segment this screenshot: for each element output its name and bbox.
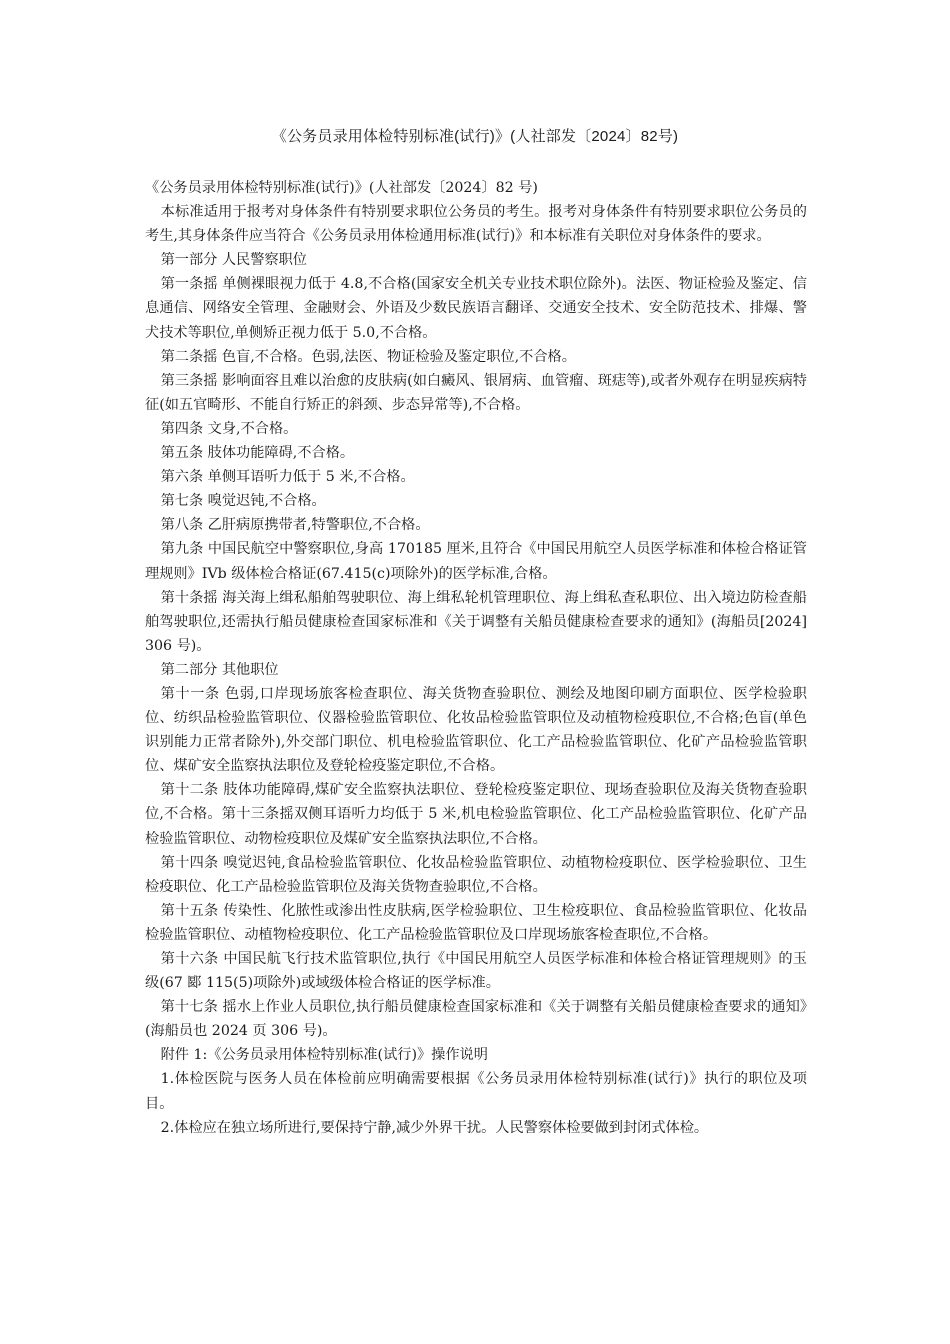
article-14: 第十四条 嗅觉迟钝,食品检验监管职位、化妆品检验监管职位、动植物检疫职位、医学检验职位、卫生检疫职位、化工产品检验监管职位及海关货物查验职位,不合格。 bbox=[145, 854, 807, 895]
document-title: 《公务员录用体检特别标准(试行)》(人社部发〔2024〕82号) bbox=[271, 128, 679, 145]
article-12-13: 第十二条 肢体功能障碍,煤矿安全监察执法职位、登轮检疫鉴定职位、现场查验职位及海关货物查验职位,不合格。第十三条摇双侧耳语听力均低于 5 米,机电检验监管职位、化工产品检验监管职位、化矿产品检验监管职位、动物检疫职位及煤矿安全监察执法职位,不合格。 bbox=[145, 782, 807, 847]
article-3: 第三条摇 影响面容且难以治愈的皮肤病(如白癜风、银屑病、血管瘤、斑痣等),或者外观存在明显疾病特征(如五官畸形、不能自行矫正的斜颈、步态异常等),不合格。 bbox=[145, 372, 807, 413]
article-10: 第十条摇 海关海上缉私船舶驾驶职位、海上缉私轮机管理职位、海上缉私查私职位、出入境边防检查船舶驾驶职位,还需执行船员健康检查国家标准和《关于调整有关船员健康检查要求的通知》(海船员[2024]306 号)。 bbox=[145, 589, 807, 654]
article-7: 第七条 嗅觉迟钝,不合格。 bbox=[160, 493, 326, 510]
article-17: 第十七条 摇水上作业人员职位,执行船员健康检查国家标准和《关于调整有关船员健康检查要求的通知》(海船员也 2024 页 306 号)。 bbox=[145, 999, 807, 1040]
article-11: 第十一条 色弱,口岸现场旅客检查职位、海关货物查验职位、测绘及地图印刷方面职位、医学检验职位、纺织品检验监管职位、仪器检验监管职位、化妆品检验监管职位及动植物检疫职位,不合格;色盲(单色识别能力正常者除外),外交部门职位、机电检验监管职位、化工产品检验监管职位、化矿产品检验监管职位、煤矿安全监察执法职位及登轮检疫鉴定职位,不合格。 bbox=[145, 685, 807, 775]
article-8: 第八条 乙肝病原携带者,特警职位,不合格。 bbox=[160, 517, 430, 534]
appendix-item-1: 1.体检医院与医务人员在体检前应明确需要根据《公务员录用体检特别标准(试行)》执行的职位及项目。 bbox=[145, 1071, 807, 1112]
article-2: 第二条摇 色盲,不合格。色弱,法医、物证检验及鉴定职位,不合格。 bbox=[160, 348, 576, 365]
article-5: 第五条 肢体功能障碍,不合格。 bbox=[160, 445, 355, 462]
article-4: 第四条 文身,不合格。 bbox=[160, 420, 298, 437]
article-1: 第一条摇 单侧裸眼视力低于 4.8,不合格(国家安全机关专业技术职位除外)。法医、物证检验及鉴定、信息通信、网络安全管理、金融财会、外语及少数民族语言翻译、交通安全技术、安全防范技术、排爆、警犬技术等职位,单侧矫正视力低于 5.0,不合格。 bbox=[145, 276, 807, 341]
appendix-item-2: 2.体检应在独立场所进行,要保持宁静,减少外界干扰。人民警察体检要做到封闭式体检。 bbox=[160, 1119, 709, 1136]
section-heading-part-1: 第一部分 人民警察职位 bbox=[160, 252, 307, 269]
appendix-heading: 附件 1:《公务员录用体检特别标准(试行)》操作说明 bbox=[160, 1047, 488, 1064]
section-heading-part-2: 第二部分 其他职位 bbox=[160, 661, 279, 678]
article-16: 第十六条 中国民航飞行技术监管职位,执行《中国民用航空人员医学标准和体检合格证管理规则》的玉级(67 郾 115(5)项除外)或域级体检合格证的医学标准。 bbox=[145, 951, 807, 992]
article-6: 第六条 单侧耳语听力低于 5 米,不合格。 bbox=[160, 469, 415, 486]
article-9: 第九条 中国民航空中警察职位,身高 170185 厘米,且符合《中国民用航空人员医学标准和体检合格证管理规则》IVb 级体检合格证(67.415(c)项除外)的医学标准,合格。 bbox=[145, 541, 807, 582]
document-body bbox=[145, 176, 807, 1140]
article-15: 第十五条 传染性、化脓性或渗出性皮肤病,医学检验职位、卫生检疫职位、食品检验监管职位、化妆品检验监管职位、动植物检疫职位、化工产品检验监管职位及口岸现场旅客检查职位,不合格。 bbox=[145, 902, 807, 943]
paragraph-intro: 本标准适用于报考对身体条件有特别要求职位公务员的考生。报考对身体条件有特别要求职位公务员的考生,其身体条件应当符合《公务员录用体检通用标准(试行)》和本标准有关职位对身体条件的要求。 bbox=[145, 204, 807, 245]
paragraph-subtitle: 《公务员录用体检特别标准(试行)》(人社部发〔2024〕82 号) bbox=[145, 180, 538, 196]
